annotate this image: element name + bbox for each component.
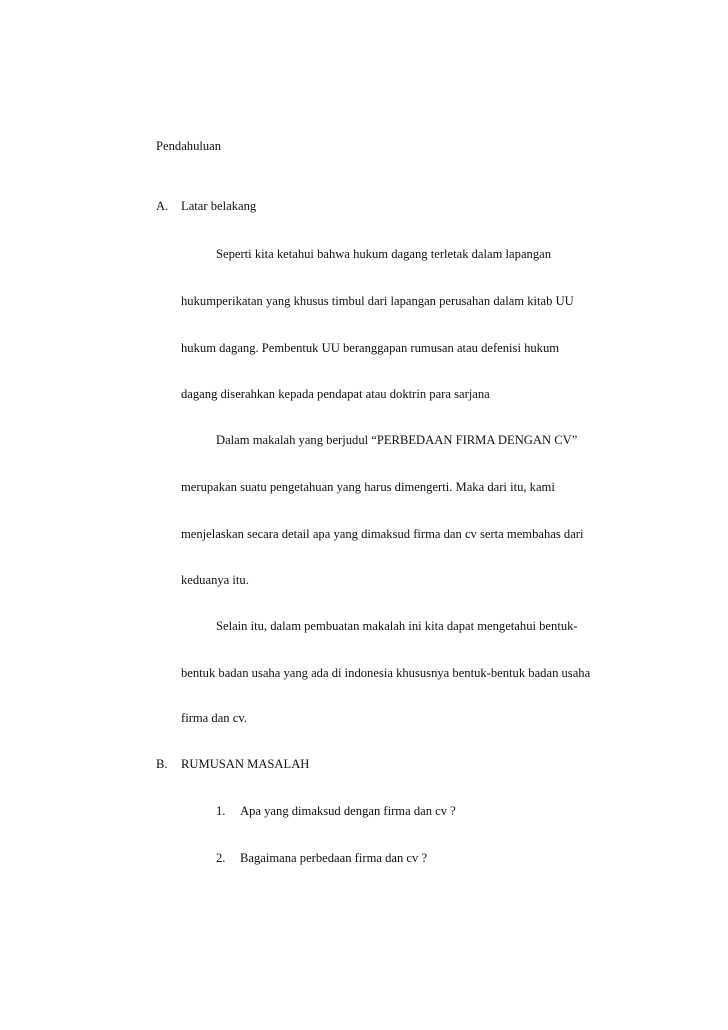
paragraph-1-line-3: hukum dagang. Pembentuk UU beranggapan rumusan atau defenisi hukum — [181, 341, 560, 355]
paragraph-3-line-3: firma dan cv. — [181, 711, 247, 725]
paragraph-1-line-2: hukumperikatan yang khusus timbul dari lapangan perusahan dalam kitab UU — [181, 294, 574, 308]
page-title: Pendahuluan — [156, 139, 222, 153]
paragraph-2-line-3: menjelaskan secara detail apa yang dimaksud firma dan cv serta membahas dari — [181, 527, 584, 541]
paragraph-1-line-1: Seperti kita ketahui bahwa hukum dagang terletak dalam lapangan — [216, 247, 552, 261]
list-item-number: 2. — [216, 851, 226, 865]
paragraph-2-line-1: Dalam makalah yang berjudul “PERBEDAAN FIRMA DENGAN CV” — [216, 433, 578, 447]
paragraph-1-line-4: dagang diserahkan kepada pendapat atau doktrin para sarjana — [181, 387, 490, 401]
paragraph-2-line-2: merupakan suatu pengetahuan yang harus dimengerti. Maka dari itu, kami — [181, 480, 555, 494]
section-b-heading: RUMUSAN MASALAH — [181, 757, 310, 771]
paragraph-3-line-1: Selain itu, dalam pembuatan makalah ini kita dapat mengetahui bentuk- — [216, 619, 578, 633]
paragraph-2-line-4: keduanya itu. — [181, 573, 249, 587]
section-b-marker: B. — [156, 757, 168, 771]
list-item-text: Bagaimana perbedaan firma dan cv ? — [240, 851, 428, 865]
section-a-heading: Latar belakang — [181, 199, 257, 213]
list-item-number: 1. — [216, 804, 226, 818]
section-a-marker: A. — [156, 199, 169, 213]
list-item-text: Apa yang dimaksud dengan firma dan cv ? — [240, 804, 456, 818]
paragraph-3-line-2: bentuk badan usaha yang ada di indonesia khususnya bentuk-bentuk badan usaha — [181, 666, 591, 680]
